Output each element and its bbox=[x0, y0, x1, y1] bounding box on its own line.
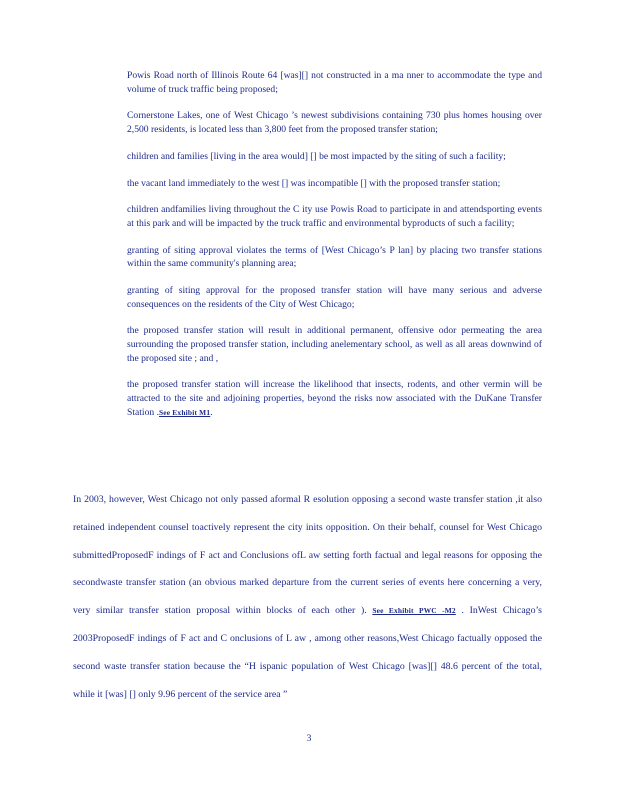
bullet-marker bbox=[108, 378, 127, 419]
list-item: the proposed transfer station will result in additional permanent, offensive odor permeating the area surrounding the proposed transfer station, including anelementary school, as well as all areas downwind of the proposed site ; and , bbox=[108, 324, 542, 365]
list-item: Cornerstone Lakes, one of West Chicago ’s newest subdivisions containing 730 plus homes housing over 2,500 residents, is located less than 3,800 feet from the proposed transfer station; bbox=[108, 109, 542, 136]
exhibit-reference: See Exhibit M1 bbox=[158, 407, 211, 417]
findings-bullet-list bbox=[108, 69, 542, 432]
bullet-marker bbox=[108, 324, 127, 365]
list-item: the vacant land immediately to the west [] was incompatible [] with the proposed transfer station; bbox=[108, 177, 542, 191]
list-item: children andfamilies living throughout the C ity use Powis Road to participate in and attendsporting events at this park and will be impacted by the truck traffic and environmental byproducts of such a facility; bbox=[108, 203, 542, 230]
bullet-marker bbox=[108, 284, 127, 311]
bullet-marker bbox=[108, 150, 127, 164]
bullet-marker bbox=[108, 177, 127, 191]
list-item: granting of siting approval for the proposed transfer station will have many serious and adverse consequences on the residents of the City of West Chicago; bbox=[108, 284, 542, 311]
bullet-marker bbox=[108, 244, 127, 271]
list-item: granting of siting approval violates the terms of [West Chicago’s P lan] by placing two transfer stations within the same community's planning area; bbox=[108, 244, 542, 271]
list-item: the proposed transfer station will increase the likelihood that insects, rodents, and other vermin will be attracted to the site and adjoining properties, beyond the risks now associated with the DuKane Transfer Station .See Exhibit M1. bbox=[108, 378, 542, 419]
bullet-marker bbox=[108, 69, 127, 96]
page-number: 3 bbox=[306, 733, 312, 744]
list-item: Powis Road north of Illinois Route 64 [was][] not constructed in a ma nner to accommodate the type and volume of truck traffic being proposed; bbox=[108, 69, 542, 96]
list-item: children and families [living in the area would] [] be most impacted by the siting of such a facility; bbox=[108, 150, 542, 164]
bullet-marker bbox=[108, 203, 127, 230]
body-paragraph: In 2003, however, West Chicago not only passed aformal R esolution opposing a second waste transfer station ,it also retained independent counsel toactively represent the city inits opposition. On their behalf, counsel for West Chicago submittedProposedF indings of F act and Conclusions ofL aw setting forth factual and legal reasons for opposing the secondwaste transfer station (an obvious marked departure from the current series of events here concerning a very, very similar transfer station proposal within blocks of each other ). See Exhibit PWC -M2 . InWest Chicago’s 2003ProposedF indings of F act and C onclusions of L aw , among other reasons,West Chicago factually opposed the second waste transfer station because the “H ispanic population of West Chicago [was][] 48.6 percent of the total, while it [was] [] only 9.96 percent of the service area ” bbox=[73, 494, 542, 700]
bullet-marker bbox=[108, 109, 127, 136]
exhibit-reference: See Exhibit PWC -M2 bbox=[372, 606, 456, 616]
